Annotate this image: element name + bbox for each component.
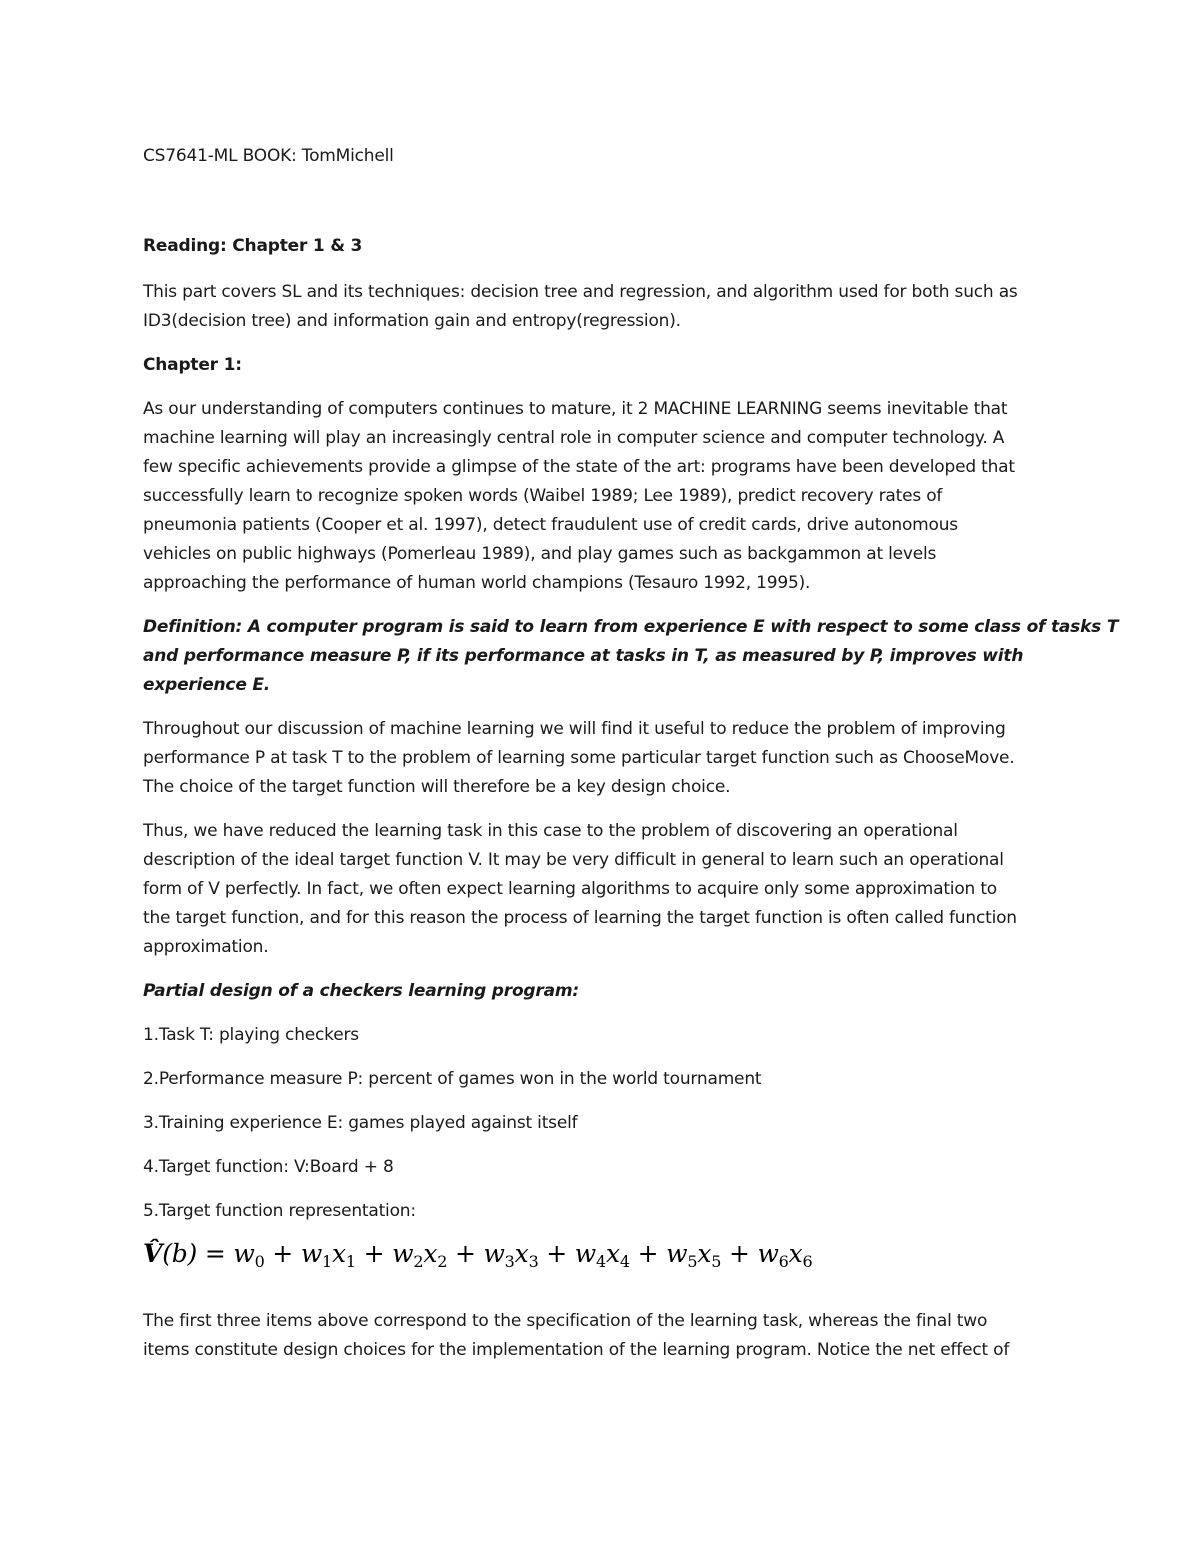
paragraph-line: successfully learn to recognize spoken words (Waibel 1989; Lee 1989), predict recovery rates of bbox=[143, 486, 943, 506]
formula-weight: w bbox=[574, 1239, 596, 1268]
formula-weight-subscript: 4 bbox=[596, 1252, 606, 1271]
document-body bbox=[143, 142, 1119, 1380]
formula-term bbox=[233, 1239, 265, 1271]
paragraph-line: the target function, and for this reason the process of learning the target function is often called function bbox=[143, 908, 1017, 928]
formula-feature: x bbox=[605, 1239, 620, 1268]
approximation-paragraph bbox=[143, 817, 1063, 962]
formula-plus: + bbox=[355, 1239, 393, 1268]
paragraph-line: Throughout our discussion of machine learning we will find it useful to reduce the problem of improving bbox=[143, 719, 1006, 739]
reading-paragraph bbox=[143, 278, 1063, 336]
formula-terms bbox=[233, 1239, 813, 1271]
formula-plus: + bbox=[721, 1239, 758, 1268]
formula-term bbox=[757, 1239, 813, 1271]
paragraph-line: few specific achievements provide a glimpse of the state of the art: programs have been developed that bbox=[143, 457, 1015, 477]
formula-v-hat: V̂ bbox=[143, 1239, 163, 1268]
design-item: 2.Performance measure P: percent of games won in the world tournament bbox=[143, 1069, 762, 1089]
formula-feature-subscript: 6 bbox=[802, 1252, 813, 1271]
formula-weight-subscript: 6 bbox=[778, 1252, 789, 1271]
formula-feature: x bbox=[332, 1239, 346, 1268]
formula-term bbox=[574, 1239, 630, 1271]
formula-plus: + bbox=[629, 1239, 667, 1268]
design-item: 3.Training experience E: games played against itself bbox=[143, 1113, 578, 1133]
formula-weight-subscript: 0 bbox=[254, 1252, 265, 1271]
formula-weight: w bbox=[233, 1239, 255, 1268]
paragraph-line: experience E. bbox=[143, 675, 271, 695]
closing-paragraph bbox=[143, 1307, 1063, 1365]
formula-weight: w bbox=[757, 1239, 779, 1268]
document-title: CS7641-ML BOOK: TomMichell bbox=[143, 146, 394, 166]
design-item: 4.Target function: V:Board + 8 bbox=[143, 1157, 394, 1177]
paragraph-line: The choice of the target function will therefore be a key design choice. bbox=[143, 777, 731, 797]
formula-term bbox=[300, 1239, 356, 1271]
design-heading: Partial design of a checkers learning program: bbox=[143, 981, 579, 1001]
reading-heading: Reading: Chapter 1 & 3 bbox=[143, 236, 363, 256]
intro-paragraph bbox=[143, 395, 1063, 598]
paragraph-line: pneumonia patients (Cooper et al. 1997), detect fraudulent use of credit cards, drive autonomous bbox=[143, 515, 958, 535]
formula-feature-subscript: 1 bbox=[345, 1252, 356, 1271]
formula-weight-subscript: 2 bbox=[413, 1252, 424, 1271]
paragraph-line: vehicles on public highways (Pomerleau 1989), and play games such as backgammon at levels bbox=[143, 544, 937, 564]
formula-feature: x bbox=[697, 1239, 712, 1268]
formula-argument: (b) bbox=[162, 1239, 198, 1268]
formula-weight: w bbox=[300, 1239, 323, 1268]
paragraph-line: ID3(decision tree) and information gain and entropy(regression). bbox=[143, 311, 681, 331]
design-item: 1.Task T: playing checkers bbox=[143, 1025, 359, 1045]
formula-weight: w bbox=[666, 1239, 688, 1268]
formula-plus: + bbox=[538, 1239, 575, 1268]
paragraph-line: approaching the performance of human world champions (Tesauro 1992, 1995). bbox=[143, 573, 811, 593]
formula-feature-subscript: 2 bbox=[437, 1252, 448, 1271]
paragraph-line: form of V perfectly. In fact, we often expect learning algorithms to acquire only some approximation to bbox=[143, 879, 997, 899]
formula-feature: x bbox=[514, 1239, 529, 1268]
formula-plus: + bbox=[264, 1239, 301, 1268]
formula-term bbox=[392, 1239, 448, 1271]
paragraph-line: and performance measure P, if its performance at tasks in T, as measured by P, improves with bbox=[143, 646, 1024, 666]
paragraph-line: Thus, we have reduced the learning task in this case to the problem of discovering an operational bbox=[143, 821, 958, 841]
paragraph-line: items constitute design choices for the implementation of the learning program. Notice the net effect of bbox=[143, 1340, 1010, 1360]
paragraph-line: As our understanding of computers continues to mature, it 2 MACHINE LEARNING seems inevitable that bbox=[143, 399, 1008, 419]
target-function-formula bbox=[143, 1236, 1063, 1272]
design-item: 5.Target function representation: bbox=[143, 1201, 416, 1221]
paragraph-line: machine learning will play an increasingly central role in computer science and computer technology. A bbox=[143, 428, 1005, 448]
formula-weight: w bbox=[392, 1239, 414, 1268]
formula-feature-subscript: 3 bbox=[528, 1252, 539, 1271]
target-function-paragraph bbox=[143, 715, 1063, 802]
chapter-heading: Chapter 1: bbox=[143, 355, 242, 375]
formula-weight-subscript: 1 bbox=[322, 1252, 332, 1271]
formula-feature: x bbox=[788, 1239, 803, 1268]
formula-weight-subscript: 5 bbox=[687, 1252, 698, 1271]
formula-term bbox=[483, 1239, 539, 1271]
paragraph-line: performance P at task T to the problem of learning some particular target function such as ChooseMove. bbox=[143, 748, 1015, 768]
formula-equals: = bbox=[197, 1239, 234, 1268]
paragraph-line: approximation. bbox=[143, 937, 269, 957]
formula-feature: x bbox=[423, 1239, 438, 1268]
paragraph-line: The first three items above correspond to the specification of the learning task, whereas the final two bbox=[143, 1311, 988, 1331]
definition-paragraph bbox=[143, 613, 1119, 700]
formula-feature-subscript: 5 bbox=[711, 1252, 722, 1271]
formula-feature-subscript: 4 bbox=[619, 1252, 630, 1271]
paragraph-line: This part covers SL and its techniques: decision tree and regression, and algorithm used for both such as bbox=[143, 282, 1018, 302]
paragraph-line: description of the ideal target function V. It may be very difficult in general to learn such an operational bbox=[143, 850, 1004, 870]
formula-term bbox=[666, 1239, 722, 1271]
formula-weight: w bbox=[483, 1239, 505, 1268]
formula-plus: + bbox=[447, 1239, 484, 1268]
formula-weight-subscript: 3 bbox=[504, 1252, 515, 1271]
paragraph-line: Definition: A computer program is said to learn from experience E with respect to some class of tasks T bbox=[143, 617, 1119, 637]
